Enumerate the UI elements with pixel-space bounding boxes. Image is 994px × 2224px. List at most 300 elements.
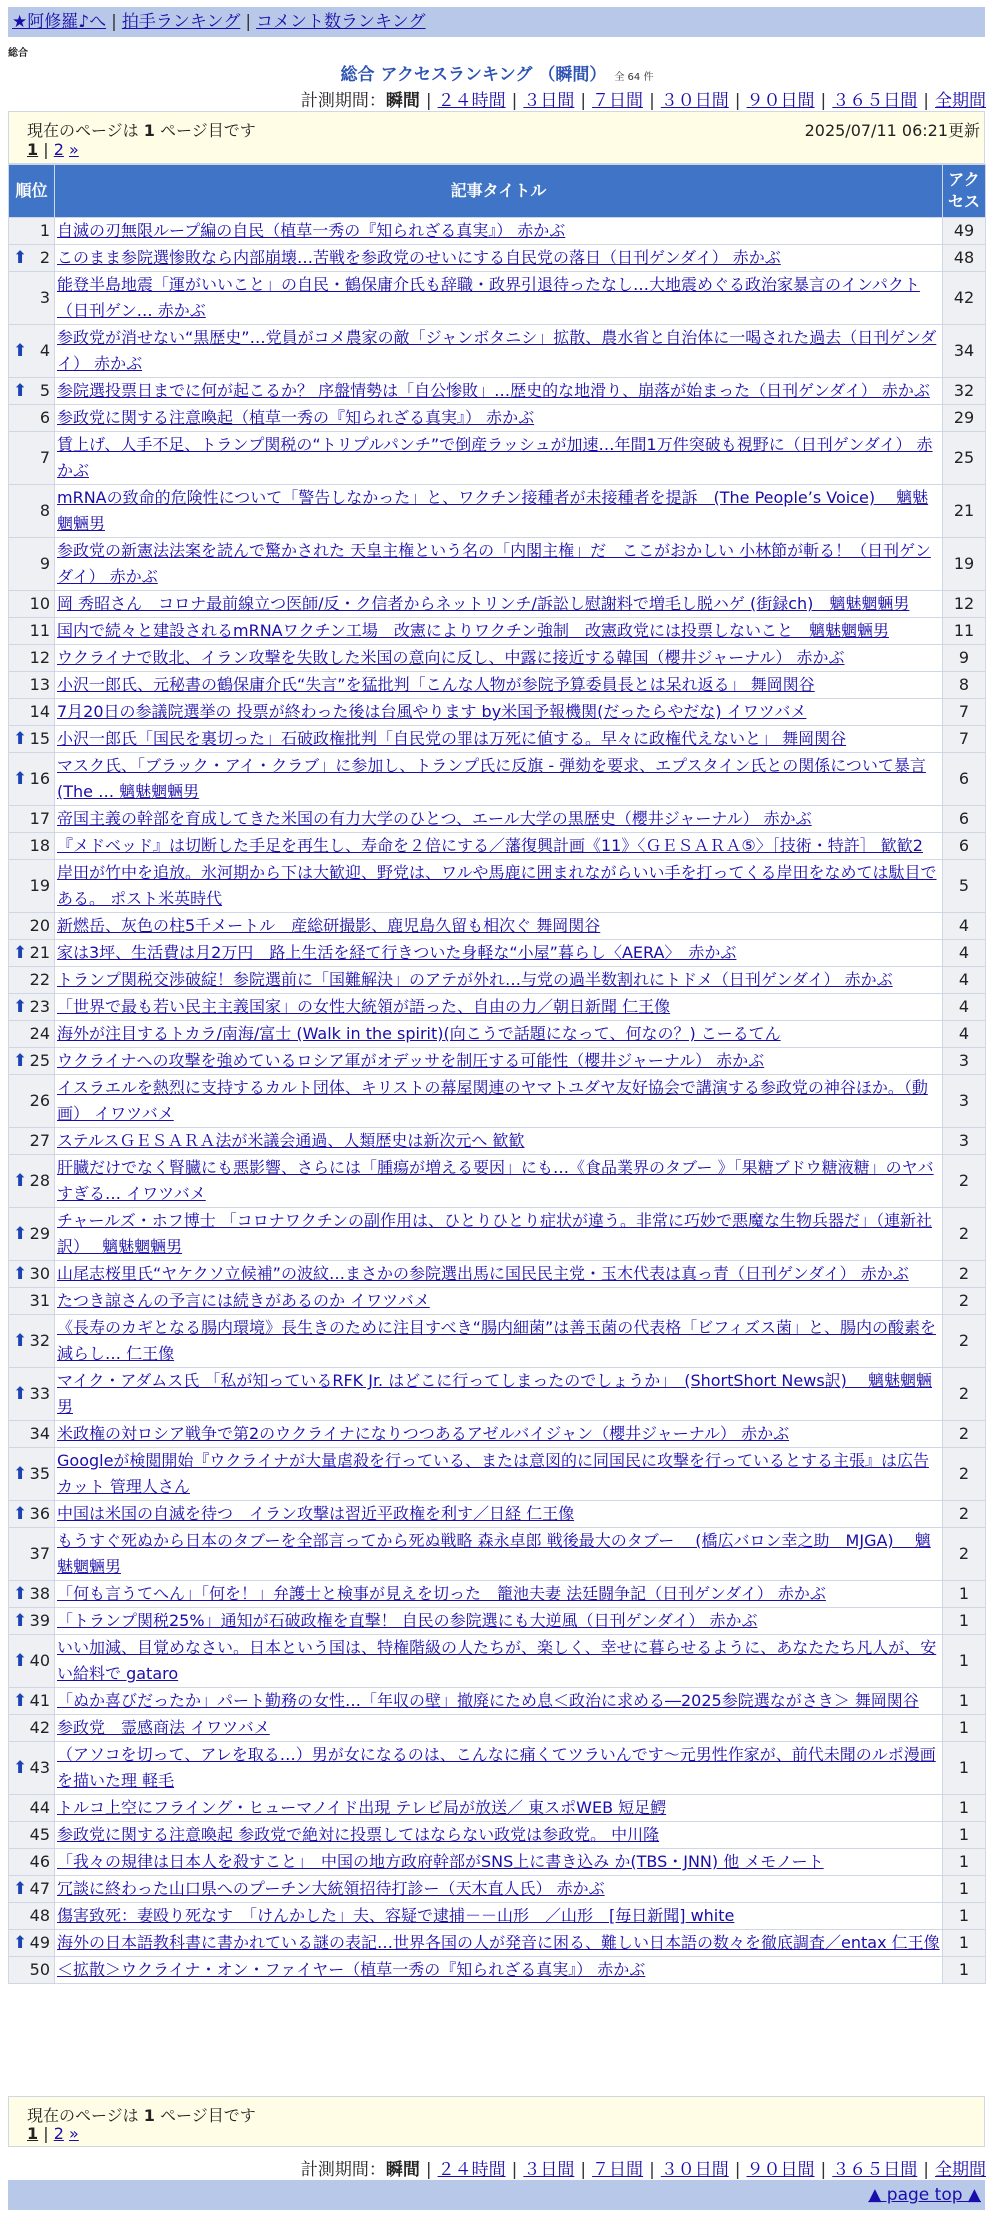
nav-separator: | (245, 12, 252, 32)
page-sep: | (43, 140, 49, 159)
page-2-link[interactable]: 2 (53, 2124, 64, 2143)
access-count: 1 (943, 1715, 986, 1742)
ranking-rows (9, 218, 986, 1984)
article-link[interactable]: 帝国主義の幹部を育成してきた米国の有力大学のひとつ、エール大学の黒歴史（櫻井ジャーナル） 赤かぶ (57, 809, 812, 828)
rank-number: 18 (29, 836, 50, 855)
title-cell (55, 1635, 943, 1688)
rank-number: 27 (29, 1131, 50, 1150)
title-cell (55, 645, 943, 672)
title-cell (55, 1021, 943, 1048)
rank-number: 19 (29, 876, 50, 895)
period-sep: | (580, 91, 587, 111)
rank-number: 38 (29, 1584, 50, 1603)
article-link[interactable]: 中国は米国の自滅を待つ イラン攻撃は習近平政権を利す／日経 仁王像 (57, 1504, 575, 1523)
table-row (9, 913, 986, 940)
table-row (9, 1021, 986, 1048)
period-sep: | (734, 2160, 741, 2180)
period-link-90d[interactable]: ９０日間 (746, 2160, 815, 2180)
rank-up-arrow-icon: ⬆ (13, 769, 28, 789)
page-2-link[interactable]: 2 (53, 140, 64, 159)
page-links-bottom (27, 2124, 79, 2143)
period-label: 計測期間： (300, 2160, 386, 2180)
page-current: 1 (27, 2124, 39, 2143)
article-link[interactable]: ウクライナへの攻撃を強めているロシア軍がオデッサを制圧する可能性（櫻井ジャーナル） 赤かぶ (57, 1051, 765, 1070)
nav-separator: | (111, 12, 117, 32)
header-rank: 順位 (9, 165, 55, 218)
article-link[interactable]: 「ぬか喜びだったか」パート勤務の女性…「年収の壁」撤廃にため息＜政治に求める―2025参院選ながさき＞ 舞岡関谷 (57, 1691, 919, 1710)
table-row (9, 245, 986, 272)
article-link[interactable]: Googleが検閲開始『ウクライナが大量虐殺を行っている、または意図的に同国民に攻撃を行っているとする主張』は広告カット 管理人さん (57, 1451, 929, 1496)
article-link[interactable]: 海外の日本語教科書に書かれている謎の表記…世界各国の人が発音に困る、難しい日本語の数々を徹底調査／entax 仁王像 (57, 1933, 940, 1952)
rank-cell (9, 1688, 55, 1715)
title-cell (55, 940, 943, 967)
article-link[interactable]: もうすぐ死ぬから日本のタブーを全部言ってから死ぬ戦略 森永卓郎 戦後最大のタブー (橋広バロン幸之助 MJGA) 魑魅魍魎男 (57, 1531, 931, 1576)
rank-up-arrow-icon: ⬆ (13, 729, 28, 749)
rank-number: 36 (29, 1504, 50, 1523)
access-count: 4 (943, 940, 986, 967)
rank-cell (9, 806, 55, 833)
article-link[interactable]: 新燃岳、灰色の柱5千メートル 産総研撮影、鹿児島久留も相次ぐ 舞岡関谷 (57, 916, 601, 935)
rank-number: 37 (29, 1544, 50, 1563)
rank-number: 23 (29, 997, 50, 1016)
access-count: 1 (943, 1849, 986, 1876)
title-cell (55, 1421, 943, 1448)
table-row (9, 806, 986, 833)
title-cell (55, 1930, 943, 1957)
rank-cell (9, 1822, 55, 1849)
page-title (0, 60, 994, 85)
title-cell (55, 913, 943, 940)
rank-number: 39 (29, 1611, 50, 1630)
title-cell (55, 967, 943, 994)
rank-cell (9, 833, 55, 860)
rank-number: 43 (29, 1758, 50, 1777)
rank-up-arrow-icon: ⬆ (13, 1224, 28, 1244)
article-link[interactable]: 「何も言うてへん」「何を！」弁護士と検事が見えを切った 籠池夫妻 法廷闘争記（日刊ゲンダイ） 赤かぶ (57, 1584, 826, 1603)
rank-up-arrow-icon: ⬆ (13, 1879, 28, 1899)
title-cell (55, 1501, 943, 1528)
article-link[interactable]: このまま参院選惨敗なら内部崩壊…苦戦を参政党のせいにする自民党の落日（日刊ゲンダイ） 赤かぶ (57, 248, 781, 267)
article-link[interactable]: 参政党 霊感商法 イワツバメ (57, 1718, 270, 1737)
access-count: 2 (943, 1208, 986, 1261)
rank-number: 50 (29, 1960, 50, 1979)
article-link[interactable]: 「我々の規律は日本人を殺すこと」 中国の地方政府幹部がSNS上に書き込み か(TBS・JNN) 他 メモノート (57, 1852, 824, 1871)
category-tag: 総合 (8, 48, 28, 59)
table-row (9, 1501, 986, 1528)
period-sep: | (511, 2160, 518, 2180)
rank-cell (9, 1849, 55, 1876)
access-count: 25 (943, 432, 986, 485)
rank-cell (9, 1795, 55, 1822)
access-count: 1 (943, 1688, 986, 1715)
period-sep: | (425, 91, 432, 111)
access-count: 1 (943, 1608, 986, 1635)
title-cell (55, 1208, 943, 1261)
rank-cell (9, 1715, 55, 1742)
title-cell (55, 1822, 943, 1849)
table-row (9, 591, 986, 618)
article-link[interactable]: ウクライナで敗北、イラン攻撃を失敗した米国の意向に反し、中露に接近する韓国（櫻井ジャーナル） 赤かぶ (57, 648, 845, 667)
article-link[interactable]: mRNAの致命的危険性について「警告しなかった」と、ワクチン接種者が未接種者を提訴 (The People’s Voice) 魑魅魍魎男 (57, 488, 929, 533)
period-selector-bottom (301, 2155, 986, 2180)
title-cell (55, 699, 943, 726)
page-links (27, 140, 79, 159)
rank-number: 46 (29, 1852, 50, 1871)
rank-cell (9, 699, 55, 726)
article-link[interactable]: 米政権の対ロシア戦争で第2のウクライナになりつつあるアゼルバイジャン（櫻井ジャーナル） 赤かぶ (57, 1424, 790, 1443)
rank-number: 31 (29, 1291, 50, 1310)
access-count: 12 (943, 591, 986, 618)
period-current: 瞬間 (385, 2160, 420, 2180)
table-row (9, 1155, 986, 1208)
title-cell (55, 1688, 943, 1715)
rank-cell (9, 1448, 55, 1501)
title-cell (55, 1288, 943, 1315)
rank-cell (9, 1635, 55, 1688)
access-count: 1 (943, 1903, 986, 1930)
rank-number: 41 (29, 1691, 50, 1710)
next-page-link[interactable]: » (69, 2124, 79, 2143)
access-count: 1 (943, 1635, 986, 1688)
rank-up-arrow-icon: ⬆ (13, 1651, 28, 1671)
access-count: 32 (943, 378, 986, 405)
period-link-24h[interactable]: ２４時間 (437, 91, 506, 111)
access-count: 6 (943, 833, 986, 860)
period-sep: | (923, 2160, 929, 2180)
rank-number: 26 (29, 1091, 50, 1110)
total-count: 全 64 件 (614, 72, 654, 83)
title-cell (55, 1368, 943, 1421)
rank-up-arrow-icon: ⬆ (13, 997, 28, 1017)
rank-number: 2 (39, 248, 50, 267)
article-link[interactable]: ステルスＧＥＳＡＲＡ法が米議会通過、人類歴史は新次元へ 歓歓 (57, 1131, 525, 1150)
rank-number: 20 (29, 916, 50, 935)
title-cell (55, 1903, 943, 1930)
table-row (9, 325, 986, 378)
title-cell (55, 672, 943, 699)
article-link[interactable]: 7月20日の参議院選挙の 投票が終わった後は台風やります by米国予報機関(だったらやだな) イワツバメ (57, 702, 807, 721)
rank-up-arrow-icon: ⬆ (13, 1584, 28, 1604)
rank-cell (9, 1208, 55, 1261)
rank-cell (9, 672, 55, 699)
rank-number: 29 (29, 1224, 50, 1243)
table-row (9, 1128, 986, 1155)
table-row (9, 1581, 986, 1608)
rank-cell (9, 726, 55, 753)
period-link-7d[interactable]: ７日間 (592, 91, 644, 111)
table-row (9, 1261, 986, 1288)
rank-up-arrow-icon: ⬆ (13, 1264, 28, 1284)
rank-up-arrow-icon: ⬆ (13, 1933, 28, 1953)
article-link[interactable]: イスラエルを熱烈に支持するカルト団体、キリストの幕屋関連のヤマトユダヤ友好協会で講演する参政党の神谷ほか。（動画） イワツバメ (57, 1078, 928, 1123)
rank-cell (9, 1501, 55, 1528)
header-title: 記事タイトル (55, 165, 943, 218)
rank-number: 17 (29, 809, 50, 828)
table-row (9, 699, 986, 726)
period-link-3d[interactable]: ３日間 (523, 91, 575, 111)
rank-cell (9, 994, 55, 1021)
article-link[interactable]: マスク氏、「ブラック・アイ・クラブ」に参加し、トランプ氏に反旗 - 弾劾を要求、エプスタイン氏との関係について暴言 (The … 魑魅魍魎男 (57, 756, 926, 801)
article-link[interactable]: （アソコを切って、アレを取る…）男が女になるのは、こんなに痛くてツラいんです〜元男性作家が、前代未聞のルポ漫画を描いた理 軽毛 (57, 1745, 936, 1790)
home-link[interactable]: ★阿修羅♪へ (12, 12, 107, 32)
rank-cell (9, 1021, 55, 1048)
title-cell (55, 405, 943, 432)
table-row (9, 672, 986, 699)
title-cell (55, 618, 943, 645)
rank-cell (9, 1903, 55, 1930)
rank-cell (9, 1261, 55, 1288)
rank-up-arrow-icon: ⬆ (13, 1171, 28, 1191)
title-cell (55, 860, 943, 913)
rank-cell (9, 1742, 55, 1795)
article-link[interactable]: 賃上げ、人手不足、トランプ関税の“トリプルパンチ”で倒産ラッシュが加速…年間1万件突破も視野に（日刊ゲンダイ） 赤かぶ (57, 435, 933, 480)
table-header-row (9, 165, 986, 218)
rank-number: 8 (39, 501, 50, 520)
period-link-90d[interactable]: ９０日間 (746, 91, 815, 111)
article-link[interactable]: 小沢一郎氏「国民を裏切った」石破政権批判「自民党の罪は万死に値する。早々に政権代えないと」 舞岡関谷 (57, 729, 847, 748)
title-cell (55, 1128, 943, 1155)
article-link[interactable]: チャールズ・ホフ博士 「コロナワクチンの副作用は、ひとりひとり症状が違う。非常に巧妙で悪魔な生物兵器だ」（連新社訳） 魑魅魍魎男 (57, 1211, 933, 1256)
article-link[interactable]: 参政党の新憲法法案を読んで驚かされた 天皇主権という名の「内閣主権」だ ここがおかしい 小林節が斬る！（日刊ゲンダイ） 赤かぶ (57, 541, 931, 586)
rank-number: 9 (39, 554, 50, 573)
rank-cell (9, 432, 55, 485)
rank-cell (9, 1315, 55, 1368)
access-count: 6 (943, 753, 986, 806)
access-count: 2 (943, 1261, 986, 1288)
rank-number: 21 (29, 943, 50, 962)
rank-number: 13 (29, 675, 50, 694)
rank-cell (9, 325, 55, 378)
period-link-24h[interactable]: ２４時間 (437, 2160, 506, 2180)
table-row (9, 994, 986, 1021)
table-row (9, 1288, 986, 1315)
rank-number: 6 (39, 408, 50, 427)
rank-number: 7 (39, 448, 50, 467)
rank-cell (9, 1075, 55, 1128)
table-row (9, 1849, 986, 1876)
title-cell (55, 726, 943, 753)
period-link-3d[interactable]: ３日間 (523, 2160, 575, 2180)
table-row (9, 1315, 986, 1368)
access-count: 49 (943, 218, 986, 245)
current-page-text: 現在のページは 1 ページ目です (27, 121, 256, 140)
table-row (9, 1957, 986, 1984)
article-link[interactable]: 参院選投票日までに何が起こるか？ 序盤情勢は「自公惨敗」…歴史的な地滑り、崩落が始まった（日刊ゲンダイ） 赤かぶ (57, 381, 930, 400)
rank-cell (9, 940, 55, 967)
table-row (9, 218, 986, 245)
article-link[interactable]: 参政党が消せない“黒歴史”…党員がコメ農家の敵「ジャンボタニシ」拡散、農水省と自治体に一喝された過去（日刊ゲンダイ） 赤かぶ (57, 328, 937, 373)
article-link[interactable]: 参政党に関する注意喚起（植草一秀の『知られざる真実』） 赤かぶ (57, 408, 535, 427)
title-cell (55, 218, 943, 245)
table-row (9, 645, 986, 672)
period-link-all[interactable]: 全期間 (935, 91, 986, 111)
rank-cell (9, 591, 55, 618)
table-row (9, 726, 986, 753)
rank-number: 40 (29, 1651, 50, 1670)
rank-number: 49 (29, 1933, 50, 1952)
article-link[interactable]: 《長寿のカギとなる腸内環境》長生きのために注目すべき“腸内細菌”は善玉菌の代表格「ビフィズス菌」と、腸内の酸素を減らし… 仁王像 (57, 1318, 936, 1363)
rank-number: 14 (29, 702, 50, 721)
title-cell (55, 272, 943, 325)
title-cell (55, 1075, 943, 1128)
access-count: 1 (943, 1581, 986, 1608)
rank-cell (9, 1128, 55, 1155)
access-count: 7 (943, 699, 986, 726)
title-cell (55, 1261, 943, 1288)
table-row (9, 1742, 986, 1795)
period-sep: | (820, 2160, 827, 2180)
comment-ranking-link[interactable]: コメント数ランキング (256, 12, 426, 32)
rank-number: 3 (39, 288, 50, 307)
rank-number: 42 (29, 1718, 50, 1737)
rank-cell (9, 485, 55, 538)
table-row (9, 1715, 986, 1742)
rank-cell (9, 753, 55, 806)
access-count: 3 (943, 1048, 986, 1075)
access-count: 42 (943, 272, 986, 325)
rank-up-arrow-icon: ⬆ (13, 1464, 28, 1484)
title-cell (55, 1849, 943, 1876)
table-row (9, 1048, 986, 1075)
rank-cell (9, 860, 55, 913)
article-link[interactable]: 「トランプ関税25%」通知が石破政権を直撃！ 自民の参院選にも大逆風（日刊ゲンダイ） 赤かぶ (57, 1611, 758, 1630)
access-count: 2 (943, 1155, 986, 1208)
article-link[interactable]: マイク・アダムス氏 「私が知っているRFK Jr. はどこに行ってしまったのでしょうか」 (ShortShort News訳) 魑魅魍魎男 (57, 1371, 932, 1416)
table-row (9, 1421, 986, 1448)
access-count: 3 (943, 1075, 986, 1128)
rank-number: 5 (39, 381, 50, 400)
page-current: 1 (27, 140, 39, 159)
rank-cell (9, 378, 55, 405)
updated-timestamp: 2025/07/11 06:21更新 (804, 121, 980, 140)
page-sep: | (43, 2124, 49, 2143)
table-row (9, 967, 986, 994)
title-cell (55, 1957, 943, 1984)
article-link[interactable]: 海外が注目するトカラ/南海/富士 (Walk in the spirit)(向こうで話題になって、何なの？) こーるてん (57, 1024, 781, 1043)
table-row (9, 272, 986, 325)
period-sep: | (425, 2160, 432, 2180)
article-link[interactable]: 能登半島地震「運がいいこと」の自民・鶴保庸介氏も辞職・政界引退待ったなし…大地震めぐる政治家暴言のインパクト（日刊ゲン… 赤かぶ (57, 275, 920, 320)
article-link[interactable]: いい加減、目覚めなさい。日本という国は、特権階級の人たちが、楽しく、幸せに暮らせるように、あなたたち凡人が、安い給料で gataro (57, 1638, 937, 1683)
period-link-365d[interactable]: ３６５日間 (832, 91, 918, 111)
rank-up-arrow-icon: ⬆ (13, 943, 28, 963)
access-count: 6 (943, 806, 986, 833)
article-link[interactable]: トルコ上空にフライング・ヒューマノイド出現 テレビ局が放送／ 東スポWEB 短足鰐 (57, 1798, 667, 1817)
rank-cell (9, 1368, 55, 1421)
rank-number: 45 (29, 1825, 50, 1844)
title-cell (55, 1315, 943, 1368)
table-row (9, 405, 986, 432)
rank-up-arrow-icon: ⬆ (13, 1504, 28, 1524)
rank-number: 48 (29, 1906, 50, 1925)
access-count: 7 (943, 726, 986, 753)
header-count: アクセス (943, 165, 986, 218)
rank-cell (9, 1421, 55, 1448)
period-link-all[interactable]: 全期間 (935, 2160, 986, 2180)
pager-bottom (8, 2096, 985, 2147)
access-count: 1 (943, 1742, 986, 1795)
article-link[interactable]: 国内で続々と建設されるmRNAワクチン工場 改憲によりワクチン強制 改憲政党には投票しないこと 魑魅魍魎男 (57, 621, 890, 640)
rank-number: 34 (29, 1424, 50, 1443)
article-link[interactable]: 山尾志桜里氏“ヤケクソ立候補”の波紋…まさかの参院選出馬に国民民主党・玉木代表は真っ青（日刊ゲンダイ） 赤かぶ (57, 1264, 909, 1283)
article-link[interactable]: 『メドベッド』は切断した手足を再生し、寿命を２倍にする／藩復興計画《11》〈ＧＥＳＡＲＡ⑤〉［技術・特許］ 歓歓2 (57, 836, 923, 855)
article-link[interactable]: 自滅の刃無限ループ編の自民（植草一秀の『知られざる真実』） 赤かぶ (57, 221, 566, 240)
title-cell (55, 432, 943, 485)
title-cell (55, 753, 943, 806)
top-nav-bar (8, 7, 985, 37)
rank-up-arrow-icon: ⬆ (13, 341, 28, 361)
period-sep: | (820, 91, 827, 111)
rank-number: 30 (29, 1264, 50, 1283)
access-count: 21 (943, 485, 986, 538)
article-link[interactable]: 傷害致死：妻殴り死なす 「けんかした」夫、容疑で逮捕－－山形 ／山形 [毎日新聞] white (57, 1906, 735, 1925)
article-link[interactable]: 参政党に関する注意喚起 参政党で絶対に投票してはならない政党は参政党。 中川隆 (57, 1825, 660, 1844)
rank-cell (9, 645, 55, 672)
period-link-30d[interactable]: ３０日間 (660, 91, 729, 111)
next-page-link[interactable]: » (69, 140, 79, 159)
article-link[interactable]: 岡 秀昭さん コロナ最前線立つ医師/反・ク信者からネットリンチ/訴訟し慰謝料で増毛し脱ハゲ (街録ch) 魑魅魍魎男 (57, 594, 910, 613)
period-link-30d[interactable]: ３０日間 (660, 2160, 729, 2180)
rank-up-arrow-icon: ⬆ (13, 1331, 28, 1351)
period-selector-top (301, 86, 986, 111)
page-top-link[interactable]: ▲ page top ▲ (868, 2185, 981, 2205)
access-count: 2 (943, 1421, 986, 1448)
access-count: 1 (943, 1876, 986, 1903)
title-cell (55, 1448, 943, 1501)
article-link[interactable]: 小沢一郎氏、元秘書の鶴保庸介氏“失言”を猛批判「こんな人物が参院予算委員長とは呆れ返る」 舞岡関谷 (57, 675, 815, 694)
article-link[interactable]: たつき諒さんの予言には続きがあるのか イワツバメ (57, 1291, 430, 1310)
rank-cell (9, 218, 55, 245)
ranking-table (8, 164, 986, 1984)
article-link[interactable]: ＜拡散＞ウクライナ・オン・ファイヤー（植草一秀の『知られざる真実』） 赤かぶ (57, 1960, 646, 1979)
table-row (9, 1795, 986, 1822)
access-count: 2 (943, 1288, 986, 1315)
period-label: 計測期間： (300, 91, 386, 111)
article-link[interactable]: 家は3坪、生活費は月2万円 路上生活を経て行きついた身軽な“小屋”暮らし〈AERA〉 赤かぶ (57, 943, 737, 962)
period-link-365d[interactable]: ３６５日間 (832, 2160, 918, 2180)
title-cell (55, 1876, 943, 1903)
rank-number: 32 (29, 1331, 50, 1350)
title-cell (55, 1742, 943, 1795)
clap-ranking-link[interactable]: 拍手ランキング (121, 12, 241, 32)
rank-cell (9, 1930, 55, 1957)
current-page-text-bottom: 現在のページは 1 ページ目です (27, 2106, 256, 2125)
table-row (9, 1075, 986, 1128)
table-row (9, 1903, 986, 1930)
article-link[interactable]: 「世界で最も若い民主主義国家」の女性大統領が語った、自由の力／朝日新聞 仁王像 (57, 997, 671, 1016)
access-count: 34 (943, 325, 986, 378)
period-link-7d[interactable]: ７日間 (592, 2160, 644, 2180)
rank-cell (9, 1608, 55, 1635)
title-cell (55, 325, 943, 378)
table-row (9, 1208, 986, 1261)
article-link[interactable]: 岸田が竹中を追放。氷河期から下は大歓迎、野党は、ワルや馬鹿に囲まれながらいい手を打ってくる岸田をなめては駄目である。 ポスト米英時代 (57, 863, 937, 908)
rank-cell (9, 245, 55, 272)
rank-number: 15 (29, 729, 50, 748)
access-count: 48 (943, 245, 986, 272)
rank-cell (9, 1876, 55, 1903)
table-row (9, 1930, 986, 1957)
article-link[interactable]: トランプ関税交渉破綻！参院選前に「国難解決」のアテが外れ…与党の過半数割れにトドメ（日刊ゲンダイ） 赤かぶ (57, 970, 893, 989)
period-sep: | (580, 2160, 587, 2180)
access-count: 1 (943, 1930, 986, 1957)
article-link[interactable]: 冗談に終わった山口県へのプーチン大統領招待打診ー（天木直人氏） 赤かぶ (57, 1879, 605, 1898)
rank-number: 11 (29, 621, 50, 640)
rank-cell (9, 1581, 55, 1608)
title-cell (55, 591, 943, 618)
article-link[interactable]: 肝臓だけでなく腎臓にも悪影響、さらには「腫瘍が増える要因」にも…《食品業界のタブー 》「果糖ブドウ糖液糖」のヤバすぎる… イワツバメ (57, 1158, 934, 1203)
title-cell (55, 1795, 943, 1822)
